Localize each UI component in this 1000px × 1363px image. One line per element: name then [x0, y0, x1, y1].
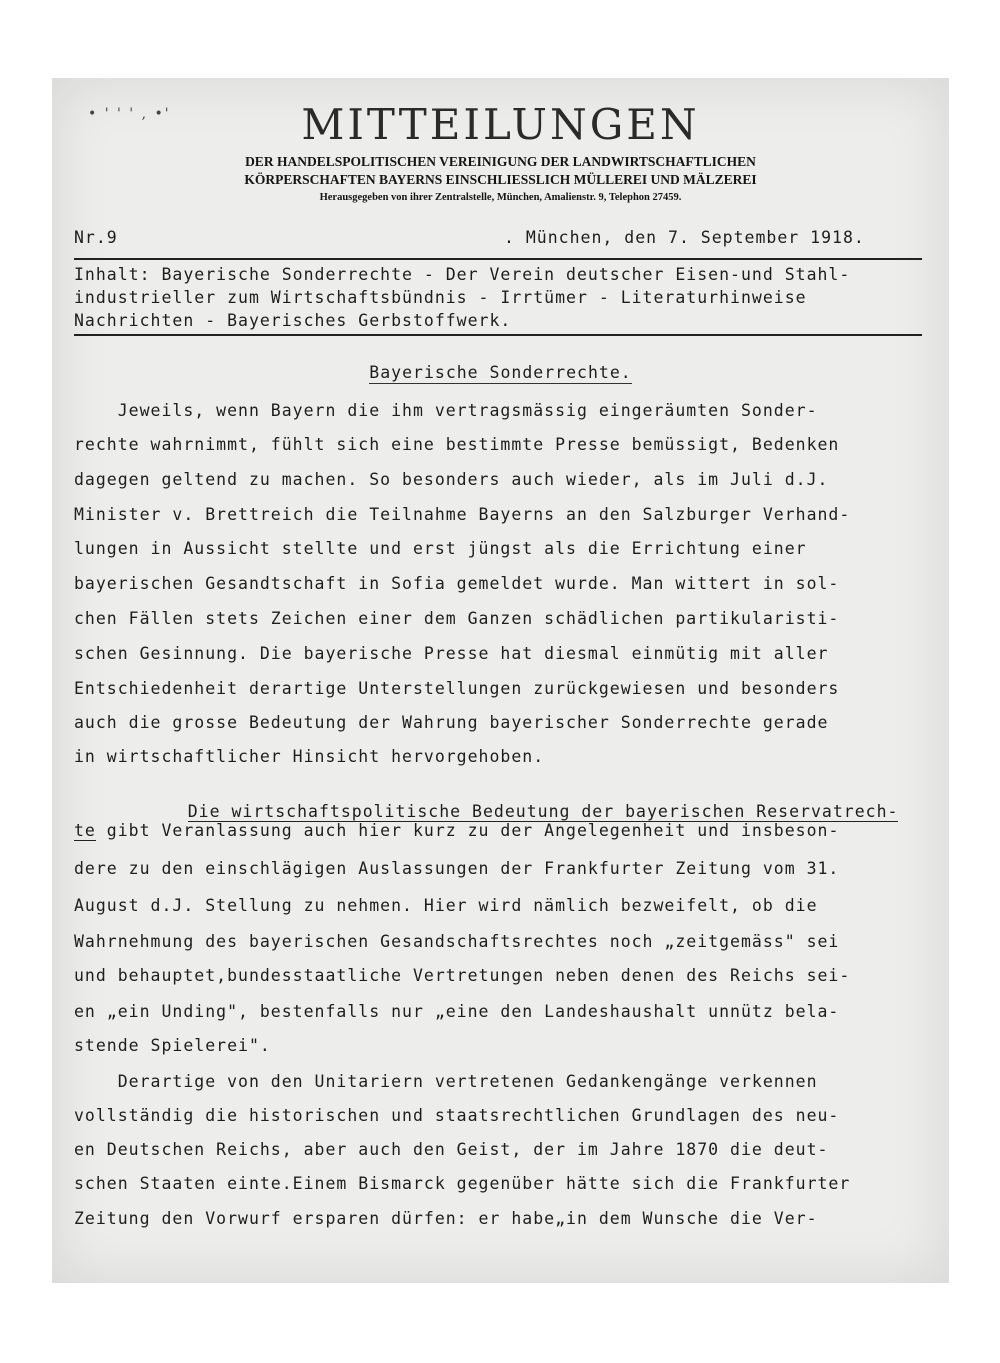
- para3-line-5: Zeitung den Vorwurf ersparen dürfen: er habe„in dem Wunsche die Ver-: [74, 1209, 818, 1228]
- masthead-subtitle-2: KÖRPERSCHAFTEN BAYERNS EINSCHLIESSLICH MÜLLEREI UND MÄLZEREI: [244, 172, 757, 187]
- para1-line-6: bayerischen Gesandtschaft in Sofia gemeldet wurde. Man wittert in sol-: [74, 574, 840, 593]
- para2-line-5: und behauptet,bundesstaatliche Vertretungen neben denen des Reichs sei-: [74, 966, 851, 985]
- para2-line-3: August d.J. Stellung zu nehmen. Hier wird nämlich bezweifelt, ob die: [74, 896, 818, 915]
- para1-line-1: Jeweils, wenn Bayern die ihm vertragsmässig eingeräumten Sonder-: [74, 401, 818, 420]
- para2-line-4: Wahrnehmung des bayerischen Gesandschaftsrechtes noch „zeitgemäss" sei: [74, 932, 840, 951]
- document-page: [52, 78, 949, 1283]
- para2-underlined-te: te: [74, 821, 96, 840]
- para3-line-2: vollständig die historischen und staatsrechtlichen Grundlagen des neu-: [74, 1106, 840, 1125]
- para1-line-2: rechte wahrnimmt, fühlt sich eine bestimmte Presse bemüssigt, Bedenken: [74, 435, 840, 454]
- contents-line-1: Inhalt: Bayerische Sonderrechte - Der Verein deutscher Eisen-und Stahl-: [74, 265, 851, 284]
- article-heading: [52, 363, 949, 382]
- para1-line-5: lungen in Aussicht stellte und erst jüngst als die Errichtung einer: [74, 539, 807, 558]
- para2-lead-text: Die wirtschaftspolitische Bedeutung der bayerischen Reservatrech-: [187, 802, 899, 821]
- rule-bottom: [74, 334, 922, 336]
- contents-line-2: industrieller zum Wirtschaftsbündnis - Irrtümer - Literaturhinweise: [74, 288, 807, 307]
- stray-marks: • ' ' ' , •': [88, 106, 171, 122]
- para3-line-1: Derartige von den Unitariern vertretenen Gedankengänge verkennen: [74, 1072, 818, 1091]
- masthead-subtitle-1: DER HANDELSPOLITISCHEN VEREINIGUNG DER LANDWIRTSCHAFTLICHEN: [245, 154, 756, 169]
- para1-line-10: auch die grosse Bedeutung der Wahrung bayerischer Sonderrechte gerade: [74, 713, 829, 732]
- para2-line-1: [74, 821, 839, 840]
- para2-line-2: dere zu den einschlägigen Auslassungen der Frankfurter Zeitung vom 31.: [74, 859, 840, 878]
- para2-line-1-text: gibt Veranlassung auch hier kurz zu der Angelegenheit und insbeson-: [95, 821, 840, 840]
- publisher-line: Herausgegeben von ihrer Zentralstelle, München, Amalienstr. 9, Telephon 27459.: [319, 192, 682, 203]
- contents-line-3: Nachrichten - Bayerisches Gerbstoffwerk.: [74, 311, 512, 330]
- para1-line-8: schen Gesinnung. Die bayerische Presse hat diesmal einmütig mit aller: [74, 644, 829, 663]
- issue-place-date: . München, den 7. September 1918.: [504, 228, 865, 247]
- para2-line-7: stende Spielerei".: [74, 1036, 271, 1055]
- masthead-title: MITTEILUNGEN: [301, 100, 700, 149]
- para1-line-9: Entschiedenheit derartige Unterstellungen zurückgewiesen und besonders: [74, 679, 840, 698]
- para1-line-7: chen Fällen stets Zeichen einer dem Ganzen schädlichen partikularisti-: [74, 609, 840, 628]
- issue-number: Nr.9: [74, 228, 118, 247]
- para1-line-11: in wirtschaftlicher Hinsicht hervorgehoben.: [74, 747, 545, 766]
- para1-line-3: dagegen geltend zu machen. So besonders auch wieder, als im Juli d.J.: [74, 470, 829, 489]
- para2-line-6: en „ein Unding", bestenfalls nur „eine den Landeshaushalt unnütz bela-: [74, 1002, 840, 1021]
- para3-line-4: schen Staaten einte.Einem Bismarck gegenüber hätte sich die Frankfurter: [74, 1174, 851, 1193]
- rule-top: [74, 258, 922, 260]
- article-heading-text: Bayerische Sonderrechte.: [369, 363, 632, 382]
- para3-line-3: en Deutschen Reichs, aber auch den Geist, der im Jahre 1870 die deut-: [74, 1140, 829, 1159]
- para1-line-4: Minister v. Brettreich die Teilnahme Bayerns an den Salzburger Verhand-: [74, 505, 851, 524]
